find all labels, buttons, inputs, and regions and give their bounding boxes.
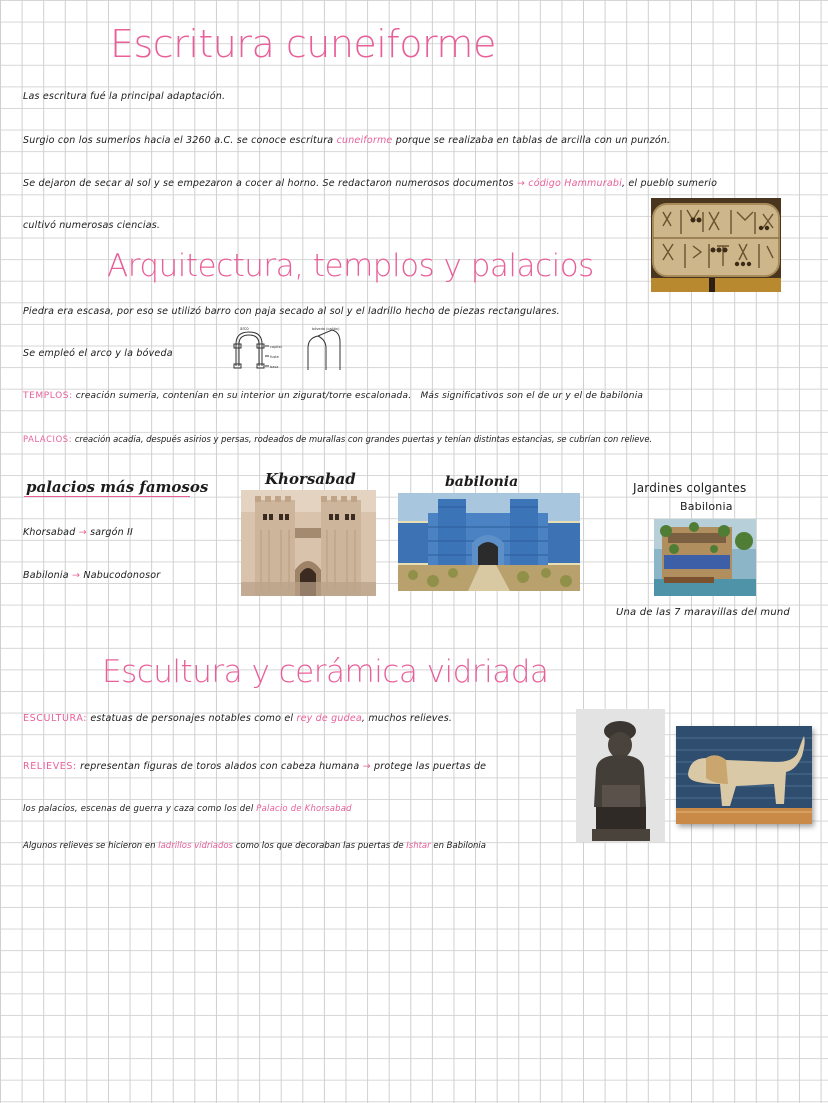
text-line: cultivó numerosas ciencias.	[23, 220, 161, 231]
label-escultura: ESCULTURA:	[23, 713, 88, 724]
temples-line	[23, 391, 643, 401]
text-fragment: Surgio con los sumerios hacia el 3260 a.C. se conoce escritura	[23, 135, 334, 146]
text-line	[23, 135, 670, 146]
caption-gardens-line2: Babilonia	[680, 500, 733, 513]
hanging-gardens-graphic	[654, 519, 756, 596]
khorsabad-gate-image	[241, 490, 376, 596]
label-relieves: RELIEVES:	[23, 761, 77, 772]
khorsabad-gate-graphic	[241, 490, 376, 596]
arrow-icon: →	[78, 527, 87, 538]
text-fragment: Se dejaron de secar al sol y se empezaron a cocer al horno. Se redactaron numerosos documentos	[23, 178, 514, 189]
reliefs-line-2	[23, 804, 352, 814]
text-line	[23, 178, 717, 189]
svg-text:capitel: capitel	[270, 345, 282, 349]
title-escritura-cuneiforme: Escritura cuneiforme	[110, 22, 496, 66]
ishtar-gate-image	[398, 493, 580, 591]
text-line: Piedra era escasa, por eso se utilizó barro con paja secado al sol y el ladrillo hecho de piezas rectangulares.	[23, 306, 560, 317]
text-fragment: , muchos relieves.	[361, 713, 453, 724]
caption-khorsabad: Khorsabad	[265, 470, 356, 488]
ishtar-gate-graphic	[398, 493, 580, 591]
highlight-cuneiforme: cuneiforme	[336, 135, 393, 146]
caption-babilonia: babilonia	[445, 474, 519, 490]
text-fragment: creación sumeria, contenían en su interior un zigurat/torre escalonada.	[75, 391, 412, 401]
cuneiform-tablet-graphic	[651, 198, 781, 292]
title-escultura: Escultura y cerámica vidriada	[102, 654, 549, 690]
svg-text:fuste: fuste	[270, 355, 279, 359]
highlight-ishtar: Ishtar	[406, 841, 431, 851]
place-name: Babilonia	[23, 570, 69, 581]
ruler-name: sargón II	[90, 527, 134, 538]
hanging-gardens-image	[654, 519, 756, 596]
arrow-icon: →	[362, 761, 371, 772]
arch-vault-sketch	[228, 326, 348, 372]
text-line: Se empleó el arco y la bóveda	[23, 348, 173, 359]
title-arquitectura: Arquitectura, templos y palacios	[107, 248, 594, 284]
arch-diagram-icon	[228, 326, 348, 372]
gudea-statue-graphic	[576, 709, 665, 842]
ishtar-lion-relief-image	[676, 726, 812, 824]
text-fragment: porque se realizaba en tablas de arcilla con un punzón.	[395, 135, 671, 146]
label-templos: TEMPLOS:	[23, 391, 73, 401]
arrow-icon: →	[516, 178, 526, 189]
text-fragment: estatuas de personajes notables como el	[90, 713, 294, 724]
label-palacios: PALACIOS:	[23, 434, 73, 444]
place-name: Khorsabad	[23, 527, 76, 538]
highlight-rey-gudea: rey de gudea	[296, 713, 362, 724]
lion-relief-graphic	[676, 726, 812, 824]
highlight-codigo-hammurabi: código Hammurabi	[528, 178, 622, 189]
gudea-statue-image	[576, 709, 665, 842]
text-fragment: protege las puertas de	[373, 761, 487, 772]
reliefs-line	[23, 761, 486, 772]
text-fragment: como los que decoraban las puertas de	[235, 841, 404, 851]
heading-underline	[24, 496, 190, 497]
text-fragment: los palacios, escenas de guerra y caza como los del	[23, 804, 254, 814]
svg-text:basa: basa	[270, 365, 279, 369]
caption-gardens-line1: Jardines colgantes	[633, 481, 747, 495]
cuneiform-tablet-image	[651, 198, 781, 292]
highlight-ladrillos-vidriados: ladrillos vidriados	[158, 841, 233, 851]
text-fragment: representan figuras de toros alados con cabeza humana	[80, 761, 360, 772]
sketch-label: arco	[240, 326, 249, 331]
sculpture-line	[23, 713, 452, 724]
text-fragment: creación acadia, después asirios y persas, rodeados de murallas con grandes puertas y tenían distintas estancias, se cubrían con relieve.	[74, 434, 653, 444]
highlight-palacio-khorsabad: Palacio de Khorsabad	[256, 804, 352, 814]
text-fragment: en Babilonia	[433, 841, 486, 851]
famous-palace-item	[23, 527, 133, 538]
text-fragment: , el pueblo sumerio	[621, 178, 718, 189]
gardens-note: Una de las 7 maravillas del mund	[616, 607, 790, 618]
text-line: Las escritura fué la principal adaptación.	[23, 91, 226, 102]
svg-text:bóveda (cañón): bóveda (cañón)	[312, 327, 340, 331]
ruler-name: Nabucodonosor	[83, 570, 161, 581]
palaces-line	[23, 434, 652, 444]
text-fragment: Algunos relieves se hicieron en	[23, 841, 156, 851]
famous-palace-item	[23, 570, 160, 581]
glazed-bricks-line	[23, 841, 486, 851]
text-fragment: Más significativos son el de ur y el de babilonia	[420, 391, 644, 401]
famous-palaces-heading: palacios más famosos	[26, 478, 209, 496]
arrow-icon: →	[71, 570, 81, 581]
